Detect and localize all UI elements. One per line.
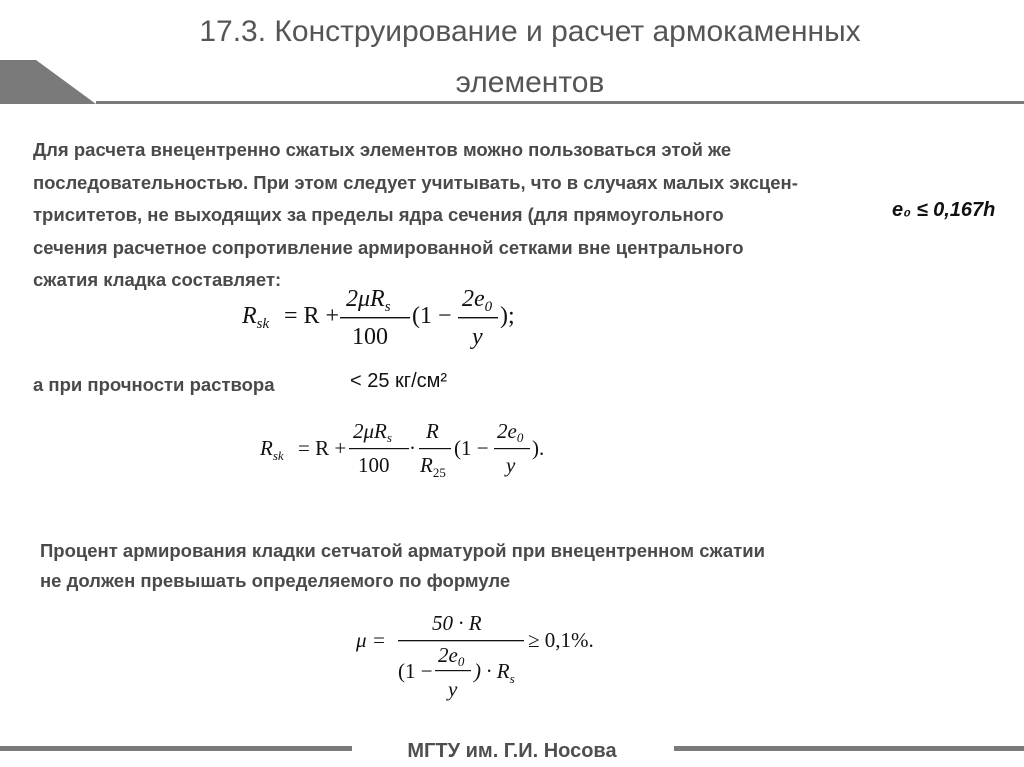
f2-frac3-num: 2e <box>497 419 517 443</box>
f2-frac1-num-sub: s <box>386 430 392 445</box>
header-corner-wedge <box>0 60 96 104</box>
intro-line: последовательностью. При этом следует учитывать, что в случаях малых эксцен- <box>33 171 798 193</box>
f1-frac1-den: 100 <box>352 324 388 350</box>
eccentricity-condition: e₀ ≤ 0,167h <box>892 199 996 221</box>
f1-lhs-sub: sk <box>256 316 270 332</box>
reinforcement-line: не должен превышать определяемого по формуле <box>40 570 511 591</box>
formula-2 <box>254 414 554 486</box>
f2-lhs: R <box>260 436 273 460</box>
page-title <box>120 6 940 108</box>
f1-frac2-bar <box>458 317 498 318</box>
formula-1 <box>236 278 536 354</box>
f3-rhs: ≥ 0,1%. <box>528 628 594 652</box>
svg-text:2e0 <box>462 286 493 315</box>
reinforcement-line: Процент армирования кладки сетчатой арматурой при внецентренном сжатии <box>40 540 765 561</box>
f2-frac2-bar <box>419 448 451 449</box>
intro-line: сечения расчетное сопротивление армированной сетками вне центрального <box>33 236 744 258</box>
f3-num: 50 · R <box>432 611 482 635</box>
f1-open: (1 − <box>412 303 452 329</box>
f1-frac1-num-sub: s <box>384 299 391 315</box>
page-title-line-2: элементов <box>455 66 605 99</box>
f2-frac3-num-sub: 0 <box>516 430 524 445</box>
f3-den-frac-num: 2e <box>438 643 458 667</box>
f1-frac2-num: 2e <box>462 286 485 312</box>
f2-frac1-den: 100 <box>358 453 390 477</box>
svg-text:2e0 <box>497 419 524 445</box>
footer-text: МГТУ им. Г.И. Носова <box>407 740 617 762</box>
f2-frac3-den: y <box>506 453 516 477</box>
f3-den-close-sub: s <box>509 671 515 686</box>
f3-lhs: μ = <box>356 628 386 652</box>
f2-close: ). <box>532 436 545 460</box>
f2-frac3-bar <box>494 448 530 449</box>
svg-text:2μRs <box>353 419 392 445</box>
f3-main-bar <box>398 640 524 641</box>
f3-den-frac-den: y <box>448 677 458 701</box>
f2-frac1-bar <box>349 448 409 449</box>
svg-text:R25 <box>419 453 446 480</box>
intro-line: триситетов, не выходящих за пределы ядра сечения (для прямоугольного <box>33 204 724 225</box>
f1-frac1-num: 2μR <box>346 286 385 312</box>
f2-frac2-num: R <box>426 419 439 443</box>
f3-den-frac-bar <box>435 670 471 671</box>
intro-paragraph <box>33 134 798 297</box>
f2-frac2-den: R <box>420 453 433 477</box>
page-title-line-1: 17.3. Конструирование и расчет армокаменных <box>199 15 861 48</box>
svg-text:2μRs <box>346 286 391 315</box>
formula-3 <box>352 606 622 706</box>
f1-close: ); <box>500 303 515 329</box>
f1-lhs: R <box>242 303 257 329</box>
f1-frac1-bar <box>340 317 410 318</box>
f3-den-frac-num-sub: 0 <box>457 654 465 669</box>
mortar-strength-condition: < 25 кг/см² <box>350 370 448 392</box>
f2-open: (1 − <box>454 436 489 460</box>
f3-den-open: (1 − <box>398 659 433 683</box>
intro-line: сжатия кладка составляет: <box>33 269 282 290</box>
f1-frac2-num-sub: 0 <box>484 299 493 315</box>
f2-frac2-den-sub: 25 <box>432 465 446 480</box>
f1-eq: = R + <box>284 303 340 329</box>
svg-text:) · Rs <box>473 659 515 686</box>
mortar-strength-text: а при прочности раствора <box>33 374 275 395</box>
intro-line: Для расчета внецентренно сжатых элементов можно пользоваться этой же <box>33 139 732 160</box>
svg-text:Rsk <box>259 436 284 463</box>
f2-lhs-sub: sk <box>272 448 284 463</box>
f2-eq: = R + <box>298 436 347 460</box>
f3-den-close: ) · R <box>474 659 510 683</box>
svg-text:Rsk <box>241 303 270 332</box>
f1-frac2-den: y <box>472 324 483 350</box>
f2-frac1-num: 2μR <box>353 419 387 443</box>
f2-dot: · <box>409 436 416 460</box>
reinforcement-paragraph <box>40 536 765 596</box>
svg-text:2e0 <box>438 643 465 669</box>
